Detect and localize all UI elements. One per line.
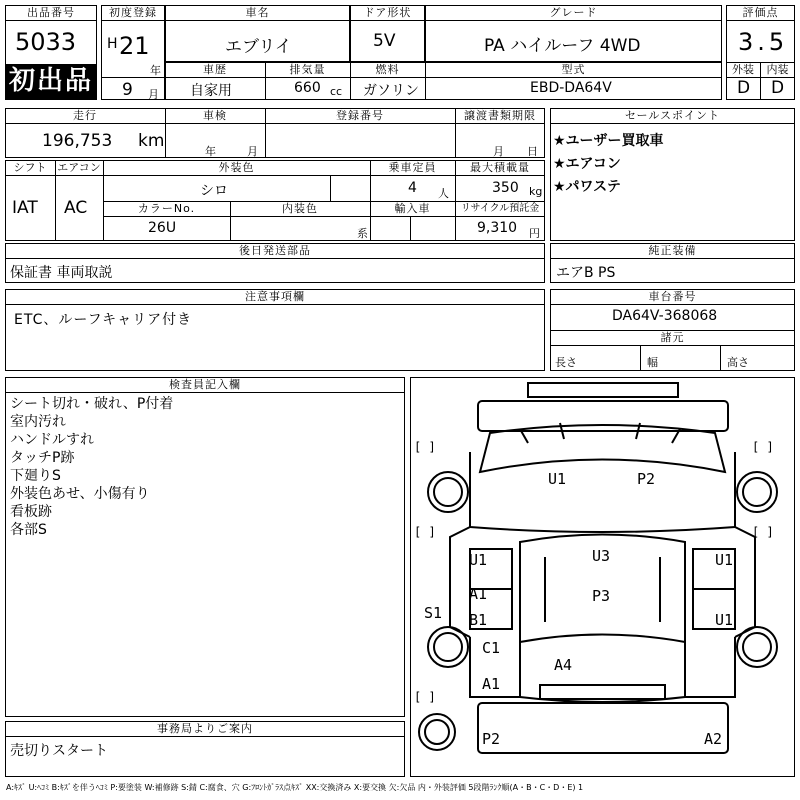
damage-mark: [ ]: [414, 525, 436, 539]
chassis-number: DA64V-368068: [612, 308, 718, 324]
damage-mark: P2: [482, 730, 501, 748]
damage-mark: [ ]: [414, 440, 436, 454]
sales-point-3: ★パワステ: [553, 179, 621, 195]
first-reg-label: 初度登録: [109, 6, 157, 19]
inspector-note: 看板跡: [10, 504, 52, 520]
air-conditioner: AC: [64, 198, 88, 218]
later-parts: 保証書 車両取説: [10, 265, 113, 281]
damage-mark: U1: [715, 551, 734, 569]
damage-mark: S1: [424, 604, 443, 622]
vehicle-outline: [410, 377, 795, 777]
model: EBD-DA64V: [530, 80, 612, 96]
damage-mark: [ ]: [752, 525, 774, 539]
displacement: 660: [294, 80, 321, 96]
genuine-equipment: エアB PS: [556, 265, 616, 281]
exterior-grade: D: [737, 78, 751, 98]
capacity: 4: [408, 180, 417, 196]
damage-mark: A2: [704, 730, 723, 748]
car-name-label: 車名: [245, 6, 270, 19]
sales-point-2: ★エアコン: [553, 156, 621, 172]
damage-mark: [ ]: [752, 440, 774, 454]
inspector-note: ハンドルすれ: [10, 432, 94, 448]
history: 自家用: [190, 83, 232, 99]
sales-point-label: セールスポイント: [624, 109, 720, 122]
damage-mark: A4: [554, 656, 573, 674]
mileage: 196,753: [42, 131, 113, 151]
first-listing-badge: 初出品: [6, 64, 96, 99]
door-label: ドア形状: [363, 6, 412, 19]
damage-mark: U3: [592, 547, 611, 565]
recycle-fee: 9,310: [477, 220, 518, 236]
reg-year: 21: [119, 32, 150, 60]
damage-mark: P3: [592, 587, 611, 605]
damage-mark: A1: [482, 675, 501, 693]
car-name: エブリイ: [225, 37, 292, 57]
damage-mark: C1: [482, 639, 501, 657]
grade: PA ハイルーフ 4WD: [484, 36, 641, 56]
damage-mark: U1: [548, 470, 567, 488]
damage-mark: B1: [469, 611, 488, 629]
door-type: 5V: [373, 31, 396, 51]
auction-sheet: 出品番号 5033 初出品 初度登録 H 21 年 9 月 車名 エブリイ ドア形状 5V グレード PA ハイルーフ 4WD 評価点 3.5 外装 内装 D D 車歴 排気量 燃料 型式 自家用 660 cc ガソリン EBD-DA64V 走行 車検 登録番号 譲渡書類期限 196,753 km 年 月 月 日 セールスポイント ★ユーザー買取車 ★エアコン ★パワステ シフト エアコン 外装色 乗車定員 最大積載量 IAT AC シロ 4 人 350 kg カラーNo. 内装色 輸入車 リサイクル預託金 26U 系 9,310 円 後日発送部品 保証書 車両取説 純正装備 エアB PS 注意事項欄 ETC、ルーフキャリア付き 車台番号 DA64V-368068 諸元 長さ 幅 高さ 検査員記入欄 シート切れ・破れ、P付着 室内汚れ ハンドルすれ タッチP跡 下廻りS 外装色あせ、小傷有り 看板跡 各部S 事務局よりご案内 売切りスタート [ ] [ ] [ ] [ ] [ ] U1 P2 U3 U1 U1 A1 P3 B1 U1 S1 C1 A4 A1 P2 A2 A:ｷｽﾞ U:ﾍｺﾐ B:ｷｽﾞを伴うﾍｺﾐ P:要塗装 W:補修跡 S:錆 C:腐食、穴 G:ﾌﾛﾝﾄｶﾞﾗｽ点ｷｽﾞ XX:交換済み X:要交換 欠:欠品 内・外装評価 5段階ﾗﾝｸ順(A・B・C・D・E) 1: [0, 0, 800, 800]
lot-number: 5033: [15, 28, 77, 56]
inspector-note: シート切れ・破れ、P付着: [10, 396, 174, 412]
office-notice: 売切りスタート: [10, 743, 108, 759]
exterior-color: シロ: [200, 183, 228, 199]
inspector-note: 外装色あせ、小傷有り: [10, 486, 150, 502]
damage-mark: [ ]: [414, 690, 436, 704]
damage-mark: A1: [469, 585, 488, 603]
caution-note: ETC、ルーフキャリア付き: [14, 312, 193, 328]
inspector-note: 各部S: [10, 522, 47, 538]
damage-mark: P2: [637, 470, 656, 488]
era-mark: H: [107, 36, 118, 52]
legend: A:ｷｽﾞ U:ﾍｺﾐ B:ｷｽﾞを伴うﾍｺﾐ P:要塗装 W:補修跡 S:錆 C:腐食、穴 G:ﾌﾛﾝﾄｶﾞﾗｽ点ｷｽﾞ XX:交換済み X:要交換 欠:欠品 内・外装評価 5段階ﾗﾝｸ順(A・B・C・D・E) 1: [6, 783, 584, 792]
inspector-note: タッチP跡: [10, 450, 75, 466]
score-label: 評価点: [742, 6, 779, 19]
fuel: ガソリン: [363, 83, 419, 99]
reg-month: 9: [122, 80, 133, 100]
grade-label: グレード: [549, 6, 598, 19]
damage-mark: U1: [469, 551, 488, 569]
sales-point-1: ★ユーザー買取車: [553, 133, 664, 149]
inspector-note: 下廻りS: [10, 468, 61, 484]
shift: IAT: [12, 198, 38, 218]
max-load: 350: [492, 180, 519, 196]
inspector-note: 室内汚れ: [10, 414, 66, 430]
damage-mark: U1: [715, 611, 734, 629]
score: 3.5: [738, 28, 789, 56]
color-number: 26U: [148, 220, 177, 236]
interior-grade: D: [771, 78, 785, 98]
lot-label: 出品番号: [27, 6, 75, 19]
